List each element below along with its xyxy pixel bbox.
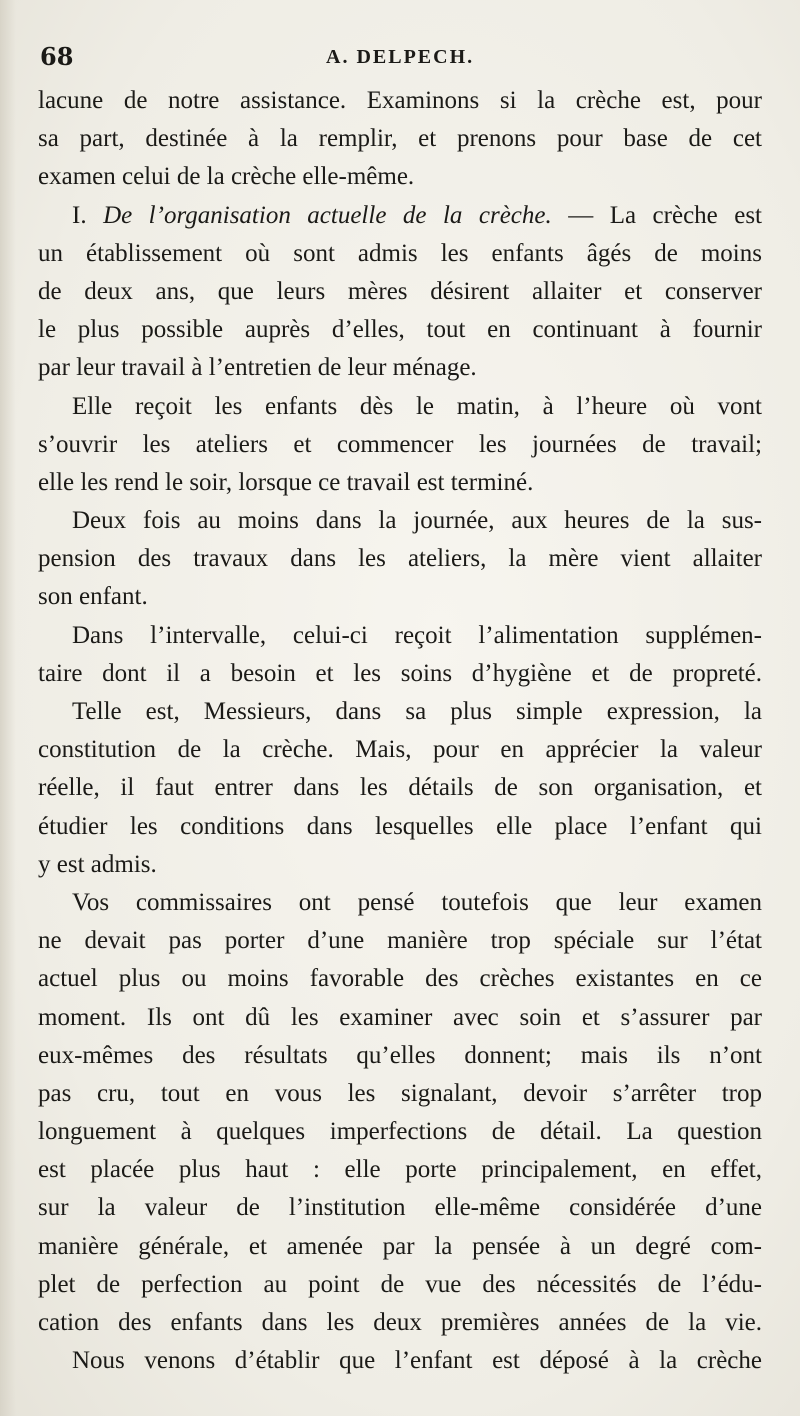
text-line: un établissement où sont admis les enfants âgés de moins [38, 239, 762, 267]
text-line: Nous venons d’établir que l’enfant est déposé à la crèche [72, 1347, 762, 1375]
text-line: sur la valeur de l’institution elle-même considérée d’une [38, 1194, 762, 1222]
text-line: eux-mêmes des résultats qu’elles donnent; mais ils n’ont [38, 1041, 762, 1069]
text-line: le plus possible auprès d’elles, tout en continuant à fournir [38, 316, 762, 344]
page-gutter-shadow [0, 0, 16, 1416]
text-line: I. De l’organisation actuelle de la crèche. — La crèche est [72, 201, 762, 229]
text-line: son enfant. [38, 583, 148, 611]
text-line: actuel plus ou moins favorable des crèches existantes en ce [38, 965, 762, 993]
text-line: Deux fois au moins dans la journée, aux heures de la sus- [72, 507, 762, 535]
text-line: étudier les conditions dans lesquelles elle place l’enfant qui [38, 812, 762, 840]
page-header [36, 38, 760, 78]
text-line: Dans l’intervalle, celui-ci reçoit l’alimentation supplémen- [72, 621, 762, 649]
running-head: A. DELPECH. [326, 46, 475, 68]
text-line: de deux ans, que leurs mères désirent allaiter et conserver [38, 277, 762, 305]
text-line: longuement à quelques imperfections de détail. La question [38, 1118, 762, 1146]
text-line: Elle reçoit les enfants dès le matin, à l’heure où vont [72, 392, 762, 420]
body-text [38, 82, 762, 1380]
section-title: De l’organisation actuelle de la crèche. [103, 201, 552, 229]
text-line: par leur travail à l’entretien de leur ménage. [38, 354, 477, 382]
text-line: est placée plus haut : elle porte principalement, en effet, [38, 1156, 762, 1184]
text-line: sa part, destinée à la remplir, et prenons pour base de cet [38, 125, 762, 153]
text-line: examen celui de la crèche elle-même. [38, 163, 415, 191]
text-line: lacune de notre assistance. Examinons si la crèche est, pour [38, 87, 762, 114]
text-line: pension des travaux dans les ateliers, la mère vient allaiter [38, 545, 762, 573]
text-line: constitution de la crèche. Mais, pour en apprécier la valeur [38, 736, 762, 764]
text-line: y est admis. [38, 850, 157, 878]
text-line: cation des enfants dans les deux premières années de la vie. [38, 1309, 762, 1336]
text-line: s’ouvrir les ateliers et commencer les journées de travail; [38, 430, 762, 458]
text-line: moment. Ils ont dû les examiner avec soin et s’assurer par [38, 1003, 762, 1031]
page-number: 68 [40, 42, 74, 71]
text-line: réelle, il faut entrer dans les détails de son organisation, et [38, 774, 762, 802]
text-line: Vos commissaires ont pensé toutefois que leur examen [72, 888, 762, 916]
text-line: plet de perfection au point de vue des nécessités de l’édu- [38, 1270, 762, 1298]
text-line: Telle est, Messieurs, dans sa plus simple expression, la [72, 698, 762, 725]
text-line: taire dont il a besoin et les soins d’hygiène et de propreté. [38, 659, 762, 687]
text-line: elle les rend le soir, lorsque ce travail est terminé. [38, 468, 534, 496]
text-line: ne devait pas porter d’une manière trop spéciale sur l’état [38, 927, 762, 955]
text-line: pas cru, tout en vous les signalant, devoir s’arrêter trop [38, 1079, 762, 1107]
text-line: manière générale, et amenée par la pensée à un degré com- [38, 1232, 762, 1260]
